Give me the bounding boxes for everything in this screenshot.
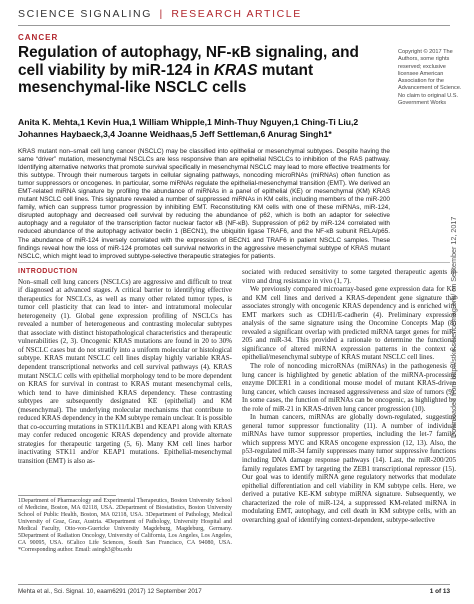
header-separator: | [159, 8, 164, 20]
body-column-left [18, 268, 232, 466]
journal-name: SCIENCE SIGNALING [18, 8, 152, 20]
intro-paragraph: In human cancers, miRNAs are globally down-regulated, suggesting general tumor suppressor functionality (11). A number of individual miRNAs have tumor suppressor properties, including the let-7 family, which suppress MYC and KRAS oncogene expression (12, 13). Also, the p53-regulated miR-34 family suppresses many tumor suppressive functions including DNA damage response pathways (14). Last, the miR-200/205 family regulates EMT by targeting the ZEB1 transcriptional repressor (15). Our goal was to identify miRNA gene regulatory networks that modulate epithelial differentiation and cell viability in KM subtype cells. Here, we derived a putative KE-KM subtype miRNA signature. Subsequently, we characterized the role of miR-124, a suppressed KM-related miRNA in modulating EMT, autophagy, and cell death in KM subtype cells, with an overarching goal of identifying context-dependent, subtype-selective [242, 413, 456, 524]
title-part-1: Regulation of autophagy, NF-κB signaling, and cell viability by miR-124 in [18, 44, 359, 79]
title-italic: KRAS [213, 61, 258, 79]
title-part-2: mutant mesenchymal-like NSCLC cells [18, 61, 314, 96]
intro-paragraph: We previously compared microarray-based gene expression data for KE and KM cell lines and derived a KRAS-dependent gene signature that associates strongly with oncogenic KRAS dependency and is enriched with EMT markers such as CDH1/E-cadherin (4). Preliminary expression analysis of the same signature using the Oncomine Concepts Map (8) revealed a significant overlap with predicted miRNA target genes for miR-205 and miR-34. This provided a rationale to determine the functional significance of altered miRNA expression patterns in the context of epithelial/mesenchymal subtype of KRAS mutant NSCLC cell lines. [242, 285, 456, 362]
footer-rule [18, 584, 450, 585]
introduction-heading: INTRODUCTION [18, 268, 78, 275]
journal-header [18, 8, 302, 20]
affiliations-footnote: 1Department of Pharmacology and Experimental Therapeutics, Boston University School of Medicine, Boston, MA 02118, USA. 2Department of Biostatistics, Boston University School of Public Health, Boston, MA 02118, USA. 3Department of Pathology, Medical University of Graz, Graz, Austria. 4Department of Pathology, University Hospital and Medical Faculty, Otto-von-Guericke University Magdeburg, Magdeburg, Germany. 5Department of Radiation Oncology, University of California, Los Angeles, Los Angeles, CA 90095, USA. 6Calico Life Sciences, South San Francisco, CA 94080, USA. *Corresponding author. Email: asingh3@bu.edu [18, 498, 232, 553]
article-category: CANCER [18, 33, 59, 42]
intro-paragraph: Non–small cell lung cancers (NSCLCs) are aggressive and difficult to treat if diagnosed at advanced stages. A critical barrier to identifying effective therapeutics for NSCLCs, as well as many other related tumor types, is tumor cell plasticity that can lead to inter- and intratumoral molecular heterogeneity (1). Global gene expression profiling of NSCLCs has revealed a number of heterogeneous and contrasting molecular subtypes that associate with distinct histopathological characteristics and therapeutic vulnerabilities (2, 3). Oncogenic KRAS mutations are found in 20 to 30% of NSCLC cases but do not stratify into a uniform molecular or histological subtype. KRAS mutant NSCLC cell lines display highly variable KRAS-dependent transcriptional networks and cell survival pathways (4). KRAS mutant NSCLC cells with epithelial morphology tend to be more dependent on KRAS for survival in contrast to KRAS mutant mesenchymal cells, which tend to have diminished KRAS dependency. These contrasting subtypes are subsequently designated KE (epithelial) and KM (mesenchymal). The underlying molecular mechanisms that contribute to reduced KRAS dependency in the KM subtype remain unclear. It is possible that co-occurring mutations in STK11/LKB1 and KEAP1 along with KRAS may confer reduced oncogenic KRAS dependency and provide alternate strategies for therapeutic targeting (5, 6). Many KM cell lines harbor inactivating STK11 and/or KEAP1 mutations. Epithelial-mesenchymal transition (EMT) is also as- [18, 277, 232, 466]
intro-paragraph: The role of noncoding microRNAs (miRNAs) in the pathogenesis of lung cancer is highlighted by genetic ablation of the miRNA-processing enzyme DICER1 in a conditional mouse model of mutant KRAS-driven lung cancer, which causes increased aggressiveness and size of tumors (9). In some cases, the function of miRNAs can be oncogenic, as highlighted by the role of miR-21 in KRAS-driven lung cancer progression (10). [242, 362, 456, 413]
copyright-note: Copyright © 2017 The Authors, some rights reserved; exclusive licensee American Association for the Advancement of Science. No claim to original U.S. Government Works [398, 49, 462, 107]
abstract: KRAS mutant non–small cell lung cancer (NSCLC) may be classified into epithelial or mesenchymal subtypes. Despite having the same “driver” mutation, mesenchymal NSCLCs are less responsive than are epithelial NSCLCs to inhibition of the RAS pathway. Identifying alternative networks that promote survival specifically in mesenchymal NSCLC may lead to more effective treatments for this subtype. Through their numerous targets in cellular signaling pathways, noncoding microRNAs (miRNAs) often function as tumor suppressors or oncogenes. In particular, some miRNAs regulate the epithelial-mesenchymal transition (EMT). We derived an EMT-related miRNA signature by profiling the abundance of miRNAs in a panel of epithelial (KE) or mesenchymal (KM) KRAS mutant NSCLC cell lines. This signature revealed a number of suppressed miRNAs in KM cells, including members of the miR-200 family, which can suppress tumor progression by inhibiting EMT. Reconstituting KM cells with one of these miRNAs, miR-124, disrupted autophagy and decreased cell survival by reducing the abundance of p62, which is both an adaptor for selective autophagy and a regulator of the transcription factor nuclear factor κB (NF-κB). Suppression of p62 by miR-124 correlated with reduced abundance of the autophagy activator beclin 1 (BECN1), the ubiquitin ligase TRAF6, and the NF-κB subunit RELA/p65. The abundance of miR-124 inversely correlated with the expression of BECN1 and TRAF6 in patient NSCLC samples. These findings reveal how the loss of miR-124 promotes cell survival networks in the aggressive mesenchymal subtype of KRAS mutant NSCLC, which might lead to improved subtype-selective therapeutic strategies for patients. [18, 148, 390, 260]
header-rule [18, 25, 450, 26]
footer-citation: Mehta et al., Sci. Signal. 10, eaam6291 (2017) 12 September 2017 [18, 588, 202, 595]
body-column-right [242, 268, 456, 524]
section-rule [18, 262, 450, 263]
download-side-note: Downloaded from http://stke.sciencemag.org/ on September 12, 2017 [449, 216, 458, 438]
page-number: 1 of 13 [429, 588, 450, 595]
article-title [18, 44, 383, 97]
intro-paragraph: sociated with reduced sensitivity to some targeted therapeutic agents in vitro and drug resistance in vivo (1, 7). [242, 268, 456, 285]
author-list: Anita K. Mehta,1 Kevin Hua,1 William Whipple,1 Minh-Thuy Nguyen,1 Ching-Ti Liu,2 Johannes Haybaeck,3,4 Joanne Weidhaas,5 Jeff Settleman,6 Anurag Singh1* [18, 117, 359, 139]
footnote-rule [18, 495, 116, 496]
article-section: RESEARCH ARTICLE [171, 8, 302, 20]
